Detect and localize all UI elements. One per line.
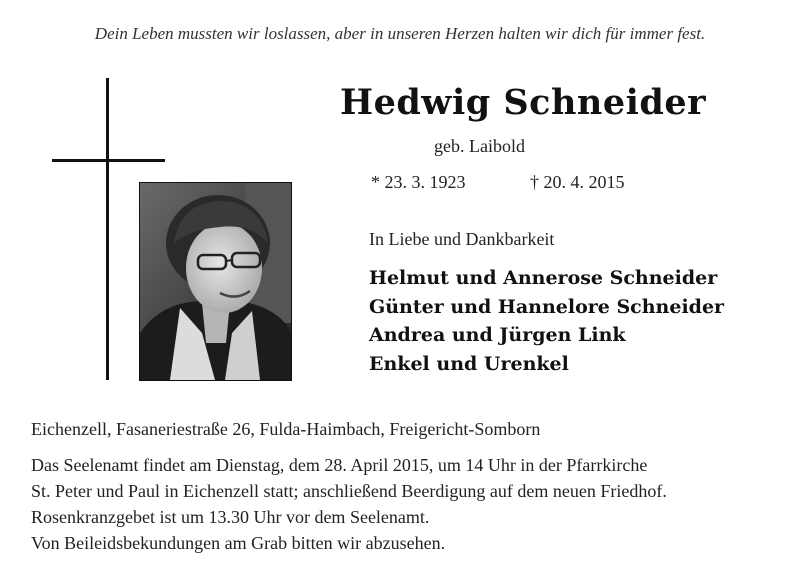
deceased-name: Hedwig Schneider [340, 82, 707, 123]
motto-quote: Dein Leben mussten wir loslassen, aber in unseren Herzen halten wir dich für immer fest. [94, 24, 706, 43]
address-line: Eichenzell, Fasaneriestraße 26, Fulda-Haimbach, Freigericht-Somborn [31, 419, 541, 439]
details-line: St. Peter und Paul in Eichenzell statt; anschließend Beerdigung auf dem neuen Friedhof. [31, 481, 667, 501]
details-line: Rosenkranzgebet ist um 13.30 Uhr vor dem Seelenamt. [31, 507, 430, 527]
maiden-name: geb. Laibold [434, 136, 525, 156]
details-line: Von Beileidsbekundungen am Grab bitten wir abzusehen. [31, 533, 446, 553]
family-member: Günter und Hannelore Schneider [369, 295, 725, 318]
portrait-photo [139, 182, 292, 381]
birth-date: * 23. 3. 1923 [371, 172, 466, 192]
family-member: Andrea und Jürgen Link [369, 324, 626, 346]
cross-horizontal-bar [52, 159, 165, 162]
portrait-image [140, 183, 291, 380]
family-list [369, 264, 724, 378]
thanks-line: In Liebe und Dankbarkeit [369, 229, 555, 249]
service-details [31, 452, 667, 556]
family-member: Helmut und Annerose Schneider [369, 267, 718, 289]
details-line: Das Seelenamt findet am Dienstag, dem 28. April 2015, um 14 Uhr in der Pfarrkirche [31, 455, 648, 475]
cross-vertical-bar [106, 78, 109, 380]
death-date: † 20. 4. 2015 [530, 172, 625, 192]
family-member: Enkel und Urenkel [369, 352, 569, 375]
